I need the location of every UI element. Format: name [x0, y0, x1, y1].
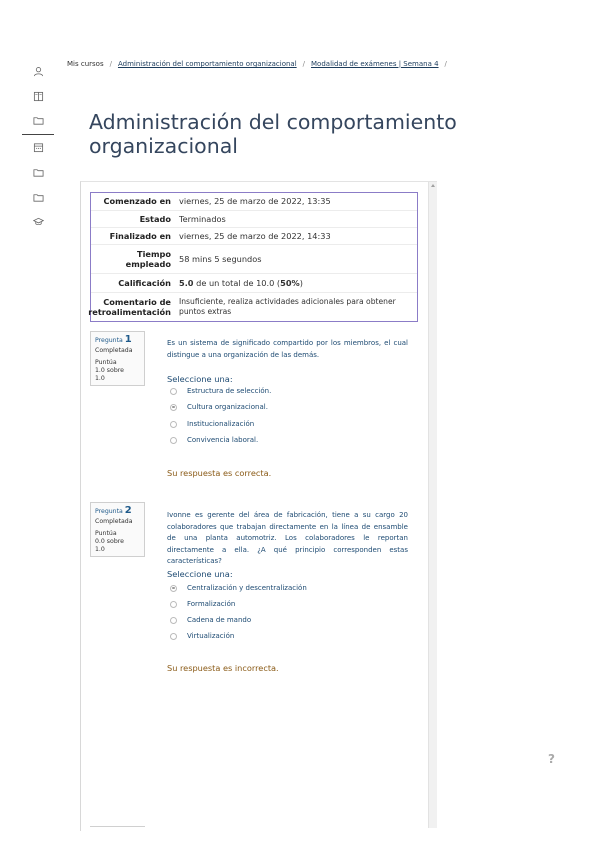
summary-label: Comentario de retroalimentación: [88, 296, 172, 317]
summary-row-finished: [91, 228, 417, 245]
answer-option[interactable]: [170, 403, 268, 411]
radio-button[interactable]: [170, 633, 177, 640]
folder-icon[interactable]: [22, 186, 54, 208]
attempt-summary-table: [90, 192, 418, 322]
answer-option[interactable]: [170, 387, 271, 395]
question-number-row: [95, 335, 140, 346]
summary-row-grade: [91, 274, 417, 293]
option-label: Convivencia laboral.: [187, 436, 259, 444]
summary-label: Calificación: [118, 277, 171, 288]
scrollbar[interactable]: [428, 182, 437, 828]
summary-row-state: [91, 211, 417, 228]
select-one-label: Seleccione una:: [167, 374, 233, 384]
option-label: Estructura de selección.: [187, 387, 272, 395]
calendar-icon[interactable]: [22, 136, 54, 158]
question-number: 1: [124, 334, 132, 345]
radio-button[interactable]: [170, 601, 177, 608]
breadcrumb-item-my-courses[interactable]: Mis cursos: [67, 60, 104, 68]
radio-button-selected[interactable]: [170, 585, 177, 592]
breadcrumb-item-section[interactable]: Modalidad de exámenes | Semana 4: [311, 60, 439, 68]
summary-label: Finalizado en: [109, 230, 171, 241]
folder-icon[interactable]: [22, 161, 54, 183]
breadcrumb-item-course[interactable]: Administración del comportamiento organizacional: [117, 60, 297, 68]
summary-label: Tiempo empleado: [125, 248, 171, 269]
summary-label: Comenzado en: [103, 196, 171, 207]
select-one-label: Seleccione una:: [167, 569, 233, 579]
answer-option[interactable]: [170, 584, 307, 592]
graduation-cap-icon[interactable]: [22, 210, 54, 232]
question-text-1: Es un sistema de significado compartido por los miembros, el cual distingue a una organización de las demás.: [167, 339, 408, 359]
next-question-info-edge: [90, 826, 145, 827]
help-icon[interactable]: ?: [548, 752, 555, 766]
breadcrumb: [67, 60, 453, 68]
breadcrumb-separator: /: [109, 60, 112, 68]
answer-option[interactable]: [170, 616, 251, 624]
question-status: Completada: [95, 518, 133, 525]
option-label: Cadena de mando: [187, 616, 252, 624]
answer-feedback: Su respuesta es correcta.: [167, 468, 272, 478]
option-label: Virtualización: [187, 632, 235, 640]
radio-button[interactable]: [170, 421, 177, 428]
question-number-row: [95, 506, 140, 517]
question-prefix: Pregunta: [95, 337, 123, 344]
page-title: Administración del comportamiento organizacional: [89, 110, 457, 158]
option-label: Cultura organizacional.: [187, 403, 268, 411]
question-text-2: Ivonne es gerente del área de fabricación, tiene a su cargo 20 colaboradores que trabajan directamente en la línea de ensamble de una planta automotriz. Los colaboradores le reportan directamente a ella. ¿A qué principio corresponden estas características?: [167, 511, 408, 566]
summary-label: Estado: [139, 213, 171, 224]
user-icon[interactable]: [22, 60, 54, 82]
summary-row-started: [91, 193, 417, 211]
answer-feedback: Su respuesta es incorrecta.: [167, 663, 279, 673]
option-label: Institucionalización: [187, 420, 255, 428]
folder-icon[interactable]: [22, 109, 54, 131]
question-info-1: [90, 331, 145, 386]
answer-option[interactable]: [170, 420, 254, 428]
option-label: Centralización y descentralización: [187, 584, 307, 592]
summary-value: viernes, 25 de marzo de 2022, 14:33: [179, 230, 331, 241]
summary-value: Insuficiente, realiza actividades adicionales para obtener puntos extras: [179, 296, 396, 316]
question-score: Puntúa 0.0 sobre 1.0: [95, 530, 124, 553]
summary-row-time: [91, 245, 417, 274]
radio-button[interactable]: [170, 388, 177, 395]
summary-value: 58 mins 5 segundos: [179, 253, 262, 264]
option-label: Formalización: [187, 600, 236, 608]
grade-percent: 50%: [280, 277, 300, 288]
grade-close: ): [299, 277, 303, 288]
breadcrumb-separator: /: [302, 60, 306, 68]
book-icon[interactable]: [22, 85, 54, 107]
scroll-up-arrow-icon[interactable]: [431, 184, 435, 187]
question-status: Completada: [95, 347, 133, 354]
question-info-2: [90, 502, 145, 557]
summary-row-feedback: [88, 293, 417, 321]
answer-option[interactable]: [170, 436, 258, 444]
summary-value: Terminados: [179, 213, 226, 224]
question-prefix: Pregunta: [95, 508, 123, 515]
radio-button[interactable]: [170, 617, 177, 624]
question-number: 2: [124, 505, 132, 516]
summary-grade-value: [175, 274, 417, 292]
answer-option[interactable]: [170, 600, 235, 608]
summary-value: viernes, 25 de marzo de 2022, 13:35: [179, 196, 331, 207]
sidebar-active-indicator: [22, 134, 54, 135]
grade-score: 5.0: [179, 277, 194, 288]
question-score: Puntúa 1.0 sobre 1.0: [95, 359, 124, 382]
radio-button[interactable]: [170, 437, 177, 444]
answer-option[interactable]: [170, 632, 234, 640]
radio-button-selected[interactable]: [170, 404, 177, 411]
breadcrumb-separator: /: [444, 60, 447, 68]
grade-total: de un total de 10.0 (: [193, 277, 281, 288]
